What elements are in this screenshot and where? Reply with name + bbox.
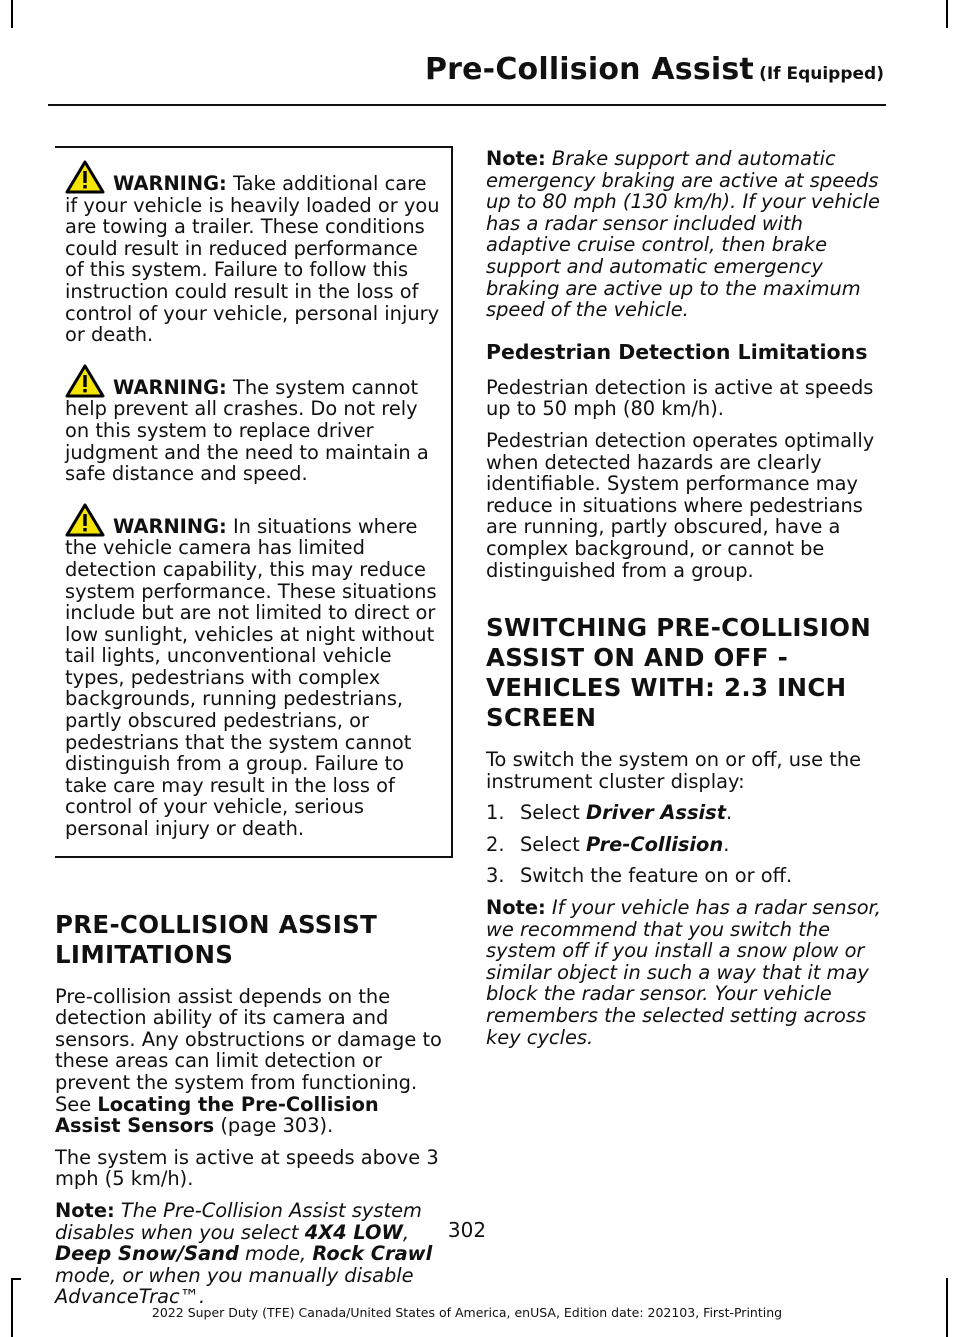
limitations-paragraph — [55, 986, 445, 1137]
note-text: mode, — [245, 1242, 307, 1266]
crop-mark-top-left — [11, 0, 13, 28]
heading-line: SWITCHING PRE-COLLISION — [486, 613, 872, 643]
step-number: 3. — [486, 864, 505, 888]
note-4x4 — [55, 1200, 445, 1308]
mode-name: Deep Snow/Sand — [55, 1242, 239, 1266]
note-text: mode, or when you manually disable AdvanceTrac™. — [55, 1263, 414, 1309]
warning-text: In situations where the vehicle camera has limited detection capability, this may reduce system performance. These situations include but are not limited to direct or low sunlight, vehicles at night without tail lights, unconventional vehicle types, pedestrians with complex backgrounds, running pedestrians, partly obscured pedestrians, or pedestrians that the system cannot distinguish from a group. Failure to take care may result in the loss of control of your vehicle, serious personal injury or death. — [65, 514, 437, 841]
section-heading-switching — [486, 613, 886, 733]
right-column — [486, 148, 886, 1058]
step-text: . — [725, 801, 733, 825]
note-label: Note: — [486, 896, 546, 920]
step-text: Select — [520, 832, 580, 856]
crop-mark-top-right — [946, 0, 948, 28]
mode-name: Rock Crawl — [312, 1242, 433, 1266]
warning-triangle-icon — [65, 160, 105, 194]
step-text: Switch the feature on or off. — [520, 864, 793, 888]
warning-1 — [65, 160, 441, 346]
warning-label: WARNING: — [113, 514, 227, 538]
page-reference: (page 303). — [220, 1114, 334, 1138]
steps-list — [486, 802, 886, 887]
warning-3 — [65, 503, 441, 840]
heading-line: SCREEN — [486, 703, 597, 733]
note-text: , — [402, 1220, 410, 1244]
step-text: Select — [520, 801, 580, 825]
paragraph-text: Pre-collision assist depends on the detection ability of its camera and sensors. Any obstructions or damage to these areas can limit detection or prevent the system from functioning. See — [55, 984, 442, 1116]
heading-line: LIMITATIONS — [55, 939, 234, 969]
crop-mark-bottom-left-h — [11, 1278, 21, 1280]
note-label: Note: — [55, 1198, 115, 1222]
warning-text: Take additional care if your vehicle is heavily loaded or you are towing a trailer. These conditions could result in reduced performance of this system. Failure to follow this instruction could result in the loss of control of your vehicle, personal injury or death. — [65, 172, 440, 347]
warning-label: WARNING: — [113, 375, 227, 399]
step-text: . — [723, 832, 730, 856]
heading-line: ASSIST ON AND OFF - — [486, 643, 789, 673]
page-subtitle: (If Equipped) — [759, 64, 884, 84]
crop-mark-bottom-right — [946, 1278, 948, 1337]
step-number: 2. — [486, 832, 505, 856]
warning-2 — [65, 364, 441, 485]
pedestrian-paragraph-2: Pedestrian detection operates optimally when detected hazards are clearly identifiable. System performance may reduce in situations where pedestrians are running, partly obscured, have a complex background, or cannot be distinguished from a group. — [486, 428, 875, 582]
menu-item-name: Driver Assist — [586, 801, 726, 825]
speed-paragraph: The system is active at speeds above 3 mph (5 km/h). — [55, 1145, 439, 1191]
mode-name: 4X4 LOW — [304, 1220, 403, 1244]
heading-line: PRE-COLLISION ASSIST — [55, 909, 378, 939]
left-column — [55, 146, 445, 1318]
warning-triangle-icon — [65, 364, 105, 398]
footer-edition-info: 2022 Super Duty (TFE) Canada/United States of America, enUSA, Edition date: 202103, First-Printing — [151, 1305, 783, 1320]
list-item — [486, 802, 886, 824]
cross-reference-link[interactable]: Locating the Pre-Collision Assist Sensors — [55, 1092, 379, 1138]
menu-item-name: Pre-Collision — [586, 832, 724, 856]
heading-line: VEHICLES WITH: 2.3 INCH — [486, 673, 847, 703]
header-rule — [48, 104, 886, 106]
warning-label: WARNING: — [113, 172, 227, 195]
page-number: 302 — [447, 1218, 487, 1242]
note-label: Note: — [486, 147, 546, 170]
list-item — [486, 865, 886, 887]
page-header — [48, 52, 884, 87]
list-item — [486, 834, 886, 856]
note-text: The Pre-Collision Assist system disables when you select — [55, 1198, 422, 1244]
step-number: 1. — [486, 801, 505, 825]
warning-box — [55, 146, 453, 858]
note-text: Brake support and automatic emergency braking are active at speeds up to 80 mph (130 km/h). If your vehicle has a radar sensor included with adaptive cruise control, then brake support and automatic emergency braking are active up to the maximum speed of the vehicle. — [486, 147, 880, 322]
warning-triangle-icon — [65, 503, 105, 537]
note-radar — [486, 897, 886, 1048]
switch-intro: To switch the system on or off, use the instrument cluster display: — [486, 748, 862, 793]
note-brake-support — [486, 148, 886, 321]
section-heading-limitations — [55, 910, 445, 970]
pedestrian-paragraph-1: Pedestrian detection is active at speeds up to 50 mph (80 km/h). — [486, 375, 874, 421]
pedestrian-heading: Pedestrian Detection Limitations — [486, 339, 868, 364]
page-title: Pre-Collision Assist — [424, 52, 754, 87]
warning-text: The system cannot help prevent all crashes. Do not rely on this system to replace driver judgment and the need to maintain a safe distance and speed. — [65, 375, 429, 486]
note-text: If your vehicle has a radar sensor, we recommend that you switch the system off if you install a snow plow or similar object in such a way that it may block the radar sensor. Your vehicle remembers the selected setting across key cycles. — [486, 896, 881, 1049]
